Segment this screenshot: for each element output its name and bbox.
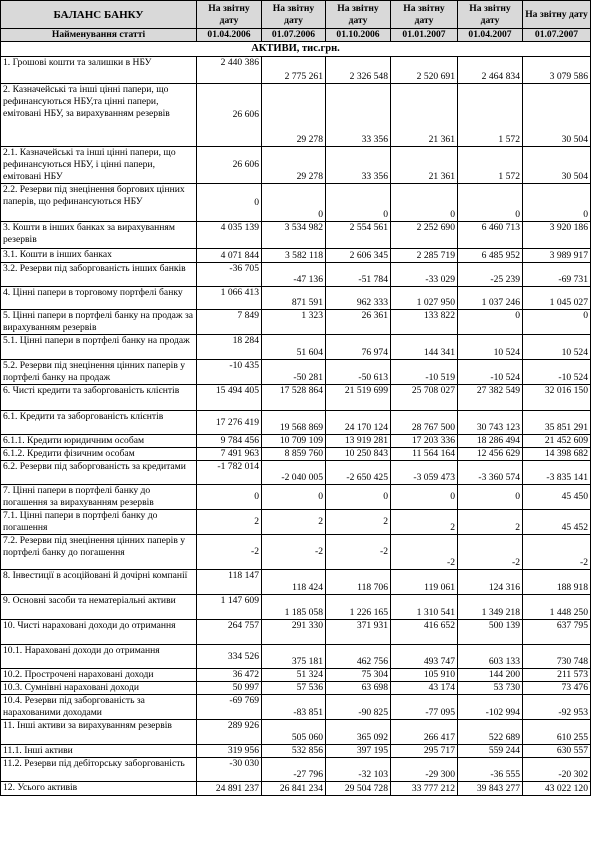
row-value: 17 276 419 [197, 411, 262, 435]
row-value: -10 524 [458, 360, 523, 385]
row-value: 43 174 [391, 682, 458, 695]
row-value: 21 519 699 [326, 385, 391, 411]
row-value: -50 613 [326, 360, 391, 385]
row-value: 2 464 834 [458, 57, 523, 84]
table-row [1, 360, 591, 385]
row-value: -27 796 [262, 758, 326, 782]
table-row [1, 147, 591, 184]
row-value: 6 460 713 [458, 222, 523, 249]
row-value: 45 452 [523, 510, 591, 535]
row-value: -90 825 [326, 695, 391, 720]
table-row [1, 485, 591, 510]
row-value: 0 [458, 184, 523, 222]
row-value: -51 784 [326, 263, 391, 287]
row-value: 730 748 [523, 645, 591, 669]
row-value: 17 203 336 [391, 435, 458, 448]
row-value: 2 285 719 [391, 249, 458, 263]
row-value: 76 974 [326, 335, 391, 360]
row-value: 17 528 864 [262, 385, 326, 411]
row-value: 33 777 212 [391, 782, 458, 796]
table-row [1, 669, 591, 682]
table-row [1, 758, 591, 782]
row-value: 188 918 [523, 570, 591, 595]
row-value: 25 708 027 [391, 385, 458, 411]
row-label: 5.1. Цінні папери в портфелі банку на продаж [1, 335, 197, 360]
row-value: -92 953 [523, 695, 591, 720]
row-value: 505 060 [262, 720, 326, 745]
row-value: -3 835 141 [523, 461, 591, 485]
row-value: 9 784 456 [197, 435, 262, 448]
row-value: 29 278 [262, 147, 326, 184]
row-value: 1 147 609 [197, 595, 262, 620]
row-value: 1 045 027 [523, 287, 591, 310]
table-row [1, 595, 591, 620]
row-value: -10 435 [197, 360, 262, 385]
row-value: -30 030 [197, 758, 262, 782]
row-value: 0 [262, 485, 326, 510]
row-value: 13 919 281 [326, 435, 391, 448]
row-value: 266 417 [391, 720, 458, 745]
row-value: 124 316 [458, 570, 523, 595]
row-value: 0 [326, 184, 391, 222]
row-value: 1 572 [458, 84, 523, 147]
row-label: 11.1. Інші активи [1, 745, 197, 758]
table-row [1, 695, 591, 720]
row-value: -2 [458, 535, 523, 570]
row-value: 1 572 [458, 147, 523, 184]
row-value: 39 843 277 [458, 782, 523, 796]
row-value: 10 524 [523, 335, 591, 360]
row-value: 75 304 [326, 669, 391, 682]
row-value: 32 016 150 [523, 385, 591, 411]
row-value: -33 029 [391, 263, 458, 287]
row-value: 0 [458, 310, 523, 335]
row-label: 11. Інші активи за вирахуванням резервів [1, 720, 197, 745]
table-row [1, 620, 591, 645]
table-row [1, 782, 591, 796]
row-value: 26 606 [197, 84, 262, 147]
col-header-date: 01.07.2006 [262, 29, 326, 42]
row-value: 7 491 963 [197, 448, 262, 461]
row-value: 532 856 [262, 745, 326, 758]
row-value: 1 185 058 [262, 595, 326, 620]
row-value: 27 382 549 [458, 385, 523, 411]
table-row [1, 249, 591, 263]
row-value: 118 706 [326, 570, 391, 595]
row-value: 24 170 124 [326, 411, 391, 435]
row-value: 6 485 952 [458, 249, 523, 263]
row-label: 10.4. Резерви під заборгованість за нарахованими доходами [1, 695, 197, 720]
row-label: 3.2. Резерви під заборгованість інших банків [1, 263, 197, 287]
row-value: 30 743 123 [458, 411, 523, 435]
row-value: 1 310 541 [391, 595, 458, 620]
row-value: 43 022 120 [523, 782, 591, 796]
table-row [1, 57, 591, 84]
row-value: 133 822 [391, 310, 458, 335]
row-value: 24 891 237 [197, 782, 262, 796]
row-value: 2 [262, 510, 326, 535]
row-value: 33 356 [326, 84, 391, 147]
row-value: -2 [197, 535, 262, 570]
col-header-label: На звітну дату [391, 1, 458, 29]
row-value: -2 [262, 535, 326, 570]
row-value: 11 564 164 [391, 448, 458, 461]
row-value: 500 139 [458, 620, 523, 645]
row-value: 26 606 [197, 147, 262, 184]
row-value: 50 997 [197, 682, 262, 695]
row-value: 1 066 413 [197, 287, 262, 310]
row-value: 1 027 950 [391, 287, 458, 310]
row-value: 0 [458, 485, 523, 510]
row-label: 6.1.1. Кредити юридичним особам [1, 435, 197, 448]
row-value: 33 356 [326, 147, 391, 184]
row-label: 12. Усього активів [1, 782, 197, 796]
row-value: 211 573 [523, 669, 591, 682]
row-value: 19 568 869 [262, 411, 326, 435]
row-value: 29 278 [262, 84, 326, 147]
row-value: 10 709 109 [262, 435, 326, 448]
row-value: 10 250 843 [326, 448, 391, 461]
row-value: -3 059 473 [391, 461, 458, 485]
row-value: 334 526 [197, 645, 262, 669]
row-value: -2 040 005 [262, 461, 326, 485]
row-value: 21 361 [391, 147, 458, 184]
table-row [1, 84, 591, 147]
row-value: 291 330 [262, 620, 326, 645]
row-value: 7 849 [197, 310, 262, 335]
row-value: 416 652 [391, 620, 458, 645]
table-row [1, 385, 591, 411]
row-value: 3 079 586 [523, 57, 591, 84]
row-value: 57 536 [262, 682, 326, 695]
row-value: 962 333 [326, 287, 391, 310]
row-value: 8 859 760 [262, 448, 326, 461]
row-value: 73 476 [523, 682, 591, 695]
col-header-date: 01.04.2007 [458, 29, 523, 42]
row-label: 6. Чисті кредити та заборгованість клієнтів [1, 385, 197, 411]
row-value: 10 524 [458, 335, 523, 360]
row-value: 295 717 [391, 745, 458, 758]
row-value: 610 255 [523, 720, 591, 745]
table-row [1, 184, 591, 222]
row-value: -25 239 [458, 263, 523, 287]
row-label: 11.2. Резерви під дебіторську заборгованість [1, 758, 197, 782]
row-value: 45 450 [523, 485, 591, 510]
row-value: 3 534 982 [262, 222, 326, 249]
row-value: -2 [391, 535, 458, 570]
row-value: 2 554 561 [326, 222, 391, 249]
row-value: 26 361 [326, 310, 391, 335]
row-value: -2 [326, 535, 391, 570]
row-value: 319 956 [197, 745, 262, 758]
row-label: 10. Чисті нараховані доходи до отримання [1, 620, 197, 645]
row-label: 6.2. Резерви під заборгованість за кредитами [1, 461, 197, 485]
col-header-label: На звітну дату [197, 1, 262, 29]
col-header-label: На звітну дату [262, 1, 326, 29]
row-value: -2 650 425 [326, 461, 391, 485]
table-row [1, 645, 591, 669]
row-label: 3.1. Кошти в інших банках [1, 249, 197, 263]
row-value: -47 136 [262, 263, 326, 287]
row-value: 30 504 [523, 84, 591, 147]
col-header-date: 01.10.2006 [326, 29, 391, 42]
table-row [1, 448, 591, 461]
col-header-label: На звітну дату [523, 1, 591, 29]
row-value: -32 103 [326, 758, 391, 782]
row-value: 264 757 [197, 620, 262, 645]
row-value: 462 756 [326, 645, 391, 669]
row-value: 118 424 [262, 570, 326, 595]
table-row [1, 570, 591, 595]
col-header-label: На звітну дату [326, 1, 391, 29]
row-value: -83 851 [262, 695, 326, 720]
row-value: 637 795 [523, 620, 591, 645]
row-label: 10.3. Сумнівні нараховані доходи [1, 682, 197, 695]
row-value: 105 910 [391, 669, 458, 682]
row-value: 371 931 [326, 620, 391, 645]
row-value: -1 782 014 [197, 461, 262, 485]
row-value: 2 326 548 [326, 57, 391, 84]
row-value: -10 524 [523, 360, 591, 385]
row-value: 14 398 682 [523, 448, 591, 461]
row-value: -69 769 [197, 695, 262, 720]
table-row [1, 287, 591, 310]
row-value: 18 286 494 [458, 435, 523, 448]
row-value: 522 689 [458, 720, 523, 745]
row-value: 30 504 [523, 147, 591, 184]
row-value: 144 200 [458, 669, 523, 682]
row-value: 4 035 139 [197, 222, 262, 249]
row-value: 0 [326, 485, 391, 510]
row-label: 2.1. Казначейські та інші цінні папери, що рефинансуються НБУ, і цінні папери, емітовані НБУ [1, 147, 197, 184]
table-row [1, 435, 591, 448]
row-label: 3. Кошти в інших банках за вирахуванням резервів [1, 222, 197, 249]
row-value: -36 705 [197, 263, 262, 287]
table-row [1, 310, 591, 335]
row-label: 4. Цінні папери в торговому портфелі банку [1, 287, 197, 310]
row-value: 871 591 [262, 287, 326, 310]
row-value: 630 557 [523, 745, 591, 758]
row-value: 26 841 234 [262, 782, 326, 796]
col-header-date: 01.01.2007 [391, 29, 458, 42]
row-value: 4 071 844 [197, 249, 262, 263]
table-row [1, 263, 591, 287]
row-value: 0 [391, 485, 458, 510]
row-value: -50 281 [262, 360, 326, 385]
row-value: 21 452 609 [523, 435, 591, 448]
row-value: 2 606 345 [326, 249, 391, 263]
row-value: 119 061 [391, 570, 458, 595]
row-value: 365 092 [326, 720, 391, 745]
row-label: 7.1. Цінні папери в портфелі банку до погашення [1, 510, 197, 535]
row-value: 2 [326, 510, 391, 535]
row-value: -2 [523, 535, 591, 570]
row-value: 2 775 261 [262, 57, 326, 84]
row-value: 397 195 [326, 745, 391, 758]
row-value: 35 851 291 [523, 411, 591, 435]
row-value: 1 037 246 [458, 287, 523, 310]
row-label: 2. Казначейські та інші цінні папери, що рефинансуються НБУ,та цінні папери, емітовані НБУ, за вирахуванням резервів [1, 84, 197, 147]
section-heading: АКТИВИ, тис.грн. [1, 42, 591, 57]
row-value: 63 698 [326, 682, 391, 695]
row-value: 0 [197, 184, 262, 222]
table-row [1, 745, 591, 758]
table-row [1, 720, 591, 745]
row-value: 2 520 691 [391, 57, 458, 84]
row-value: 2 252 690 [391, 222, 458, 249]
row-value: 28 767 500 [391, 411, 458, 435]
col-header-date: 01.04.2006 [197, 29, 262, 42]
row-value: 0 [197, 485, 262, 510]
column-name-header: Найменування статті [1, 29, 197, 42]
row-value: 29 504 728 [326, 782, 391, 796]
row-value: 0 [523, 184, 591, 222]
row-label: 1. Грошові кошти та залишки в НБУ [1, 57, 197, 84]
table-row [1, 535, 591, 570]
row-value: -102 994 [458, 695, 523, 720]
row-value: 2 [391, 510, 458, 535]
row-label: 5. Цінні папери в портфелі банку на продаж за вирахуванням резервів [1, 310, 197, 335]
row-label: 5.2. Резерви під знецінення цінних паперів у портфелі банку на продаж [1, 360, 197, 385]
row-value: -29 300 [391, 758, 458, 782]
row-value: 21 361 [391, 84, 458, 147]
row-label: 9. Основні засоби та нематеріальні активи [1, 595, 197, 620]
row-value: -69 731 [523, 263, 591, 287]
row-value: 15 494 405 [197, 385, 262, 411]
row-value: 0 [262, 184, 326, 222]
row-value: 0 [391, 184, 458, 222]
row-value: -36 555 [458, 758, 523, 782]
table-row [1, 461, 591, 485]
row-value: 18 284 [197, 335, 262, 360]
row-value: 51 604 [262, 335, 326, 360]
row-value: 1 349 218 [458, 595, 523, 620]
row-value: 1 323 [262, 310, 326, 335]
row-label: 7. Цінні папери в портфелі банку до погашення за вирахуванням резервів [1, 485, 197, 510]
row-value: 118 147 [197, 570, 262, 595]
row-value: -10 519 [391, 360, 458, 385]
row-value: 3 920 186 [523, 222, 591, 249]
row-value: 2 440 386 [197, 57, 262, 84]
table-row [1, 411, 591, 435]
row-label: 10.1. Нараховані доходи до отримання [1, 645, 197, 669]
row-value: 1 448 250 [523, 595, 591, 620]
table-row [1, 222, 591, 249]
row-label: 6.1.2. Кредити фізичним особам [1, 448, 197, 461]
row-value: 51 324 [262, 669, 326, 682]
row-value: 493 747 [391, 645, 458, 669]
row-label: 7.2. Резерви під знецінення цінних паперів у портфелі банку до погашення [1, 535, 197, 570]
row-value: 3 989 917 [523, 249, 591, 263]
row-value: 289 926 [197, 720, 262, 745]
row-value: 2 [197, 510, 262, 535]
col-header-label: На звітну дату [458, 1, 523, 29]
row-value: 36 472 [197, 669, 262, 682]
table-row [1, 335, 591, 360]
row-value: 375 181 [262, 645, 326, 669]
row-value: -20 302 [523, 758, 591, 782]
row-value: 603 133 [458, 645, 523, 669]
row-value: 0 [523, 310, 591, 335]
row-label: 6.1. Кредити та заборгованість клієнтів [1, 411, 197, 435]
row-value: 3 582 118 [262, 249, 326, 263]
row-value: 144 341 [391, 335, 458, 360]
row-value: -3 360 574 [458, 461, 523, 485]
table-row [1, 510, 591, 535]
row-value: 2 [458, 510, 523, 535]
row-value: 1 226 165 [326, 595, 391, 620]
row-label: 10.2. Прострочені нараховані доходи [1, 669, 197, 682]
row-value: 12 456 629 [458, 448, 523, 461]
table-row [1, 682, 591, 695]
row-value: -77 095 [391, 695, 458, 720]
col-header-date: 01.07.2007 [523, 29, 591, 42]
row-value: 53 730 [458, 682, 523, 695]
row-value: 559 244 [458, 745, 523, 758]
table-title: БАЛАНС БАНКУ [1, 1, 197, 29]
row-label: 8. Інвестиції в асоційовані й дочірні компанії [1, 570, 197, 595]
row-label: 2.2. Резерви під знецінення боргових цінних паперів, що рефинансуються НБУ [1, 184, 197, 222]
